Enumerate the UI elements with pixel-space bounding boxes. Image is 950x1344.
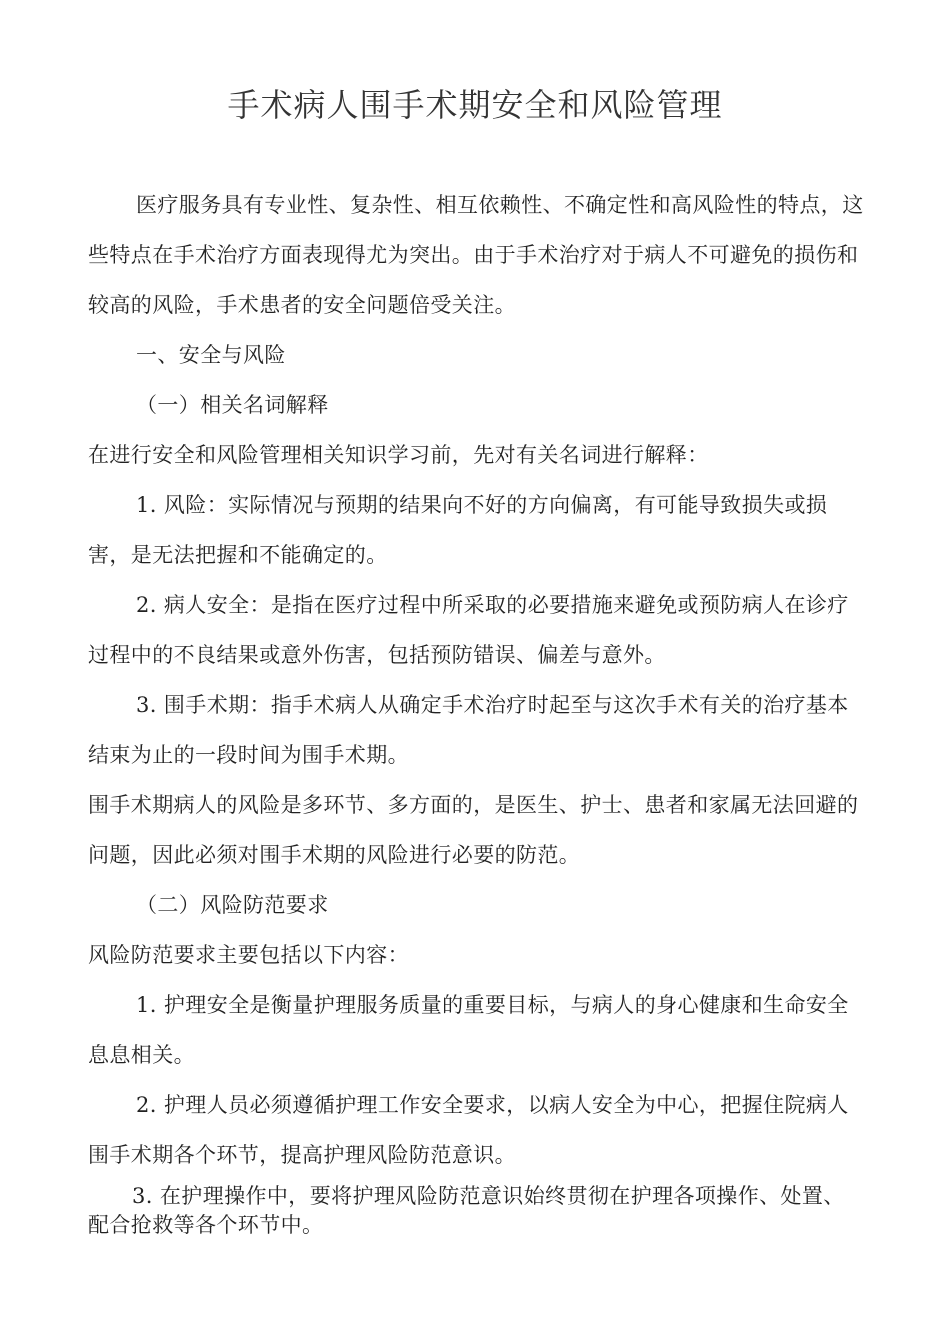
paragraph-perioperative-risk: 围手术期病人的风险是多环节、多方面的，是医生、护士、患者和家属无法回避的问题，因此必须对围手术期的风险进行必要的防范。 <box>88 793 859 867</box>
paragraph-definitions-intro: 在进行安全和风险管理相关知识学习前，先对有关名词进行解释： <box>88 443 709 467</box>
paragraph-requirements-intro: 风险防范要求主要包括以下内容： <box>88 943 409 967</box>
document-title: 手术病人围手术期安全和风险管理 <box>227 86 723 124</box>
section-heading-1: 一、安全与风险 <box>136 343 286 367</box>
paragraph-intro: 医疗服务具有专业性、复杂性、相互依赖性、不确定性和高风险性的特点，这些特点在手术治疗方面表现得尤为突出。由于手术治疗对于病人不可避免的损伤和较高的风险，手术患者的安全问题倍受关注。 <box>88 193 864 317</box>
requirement-item-2: 2. 护理人员必须遵循护理工作安全要求，以病人安全为中心，把握住院病人围手术期各个环节，提高护理风险防范意识。 <box>88 1093 849 1167</box>
subsection-heading-2: （二）风险防范要求 <box>136 893 329 917</box>
definition-item-perioperative: 3. 围手术期：指手术病人从确定手术治疗时起至与这次手术有关的治疗基本结束为止的一段时间为围手术期。 <box>88 693 849 767</box>
subsection-heading-1: （一）相关名词解释 <box>136 393 329 417</box>
definition-item-patient-safety: 2. 病人安全：是指在医疗过程中所采取的必要措施来避免或预防病人在诊疗过程中的不良结果或意外伤害，包括预防错误、偏差与意外。 <box>88 593 849 667</box>
document-body <box>88 180 864 1240</box>
requirement-item-1: 1. 护理安全是衡量护理服务质量的重要目标，与病人的身心健康和生命安全息息相关。 <box>88 993 849 1067</box>
requirement-item-3: 3. 在护理操作中，要将护理风险防范意识始终贯彻在护理各项操作、处置、配合抢救等各个环节中。 <box>88 1184 845 1237</box>
definition-item-risk: 1. 风险：实际情况与预期的结果向不好的方向偏离，有可能导致损失或损害，是无法把握和不能确定的。 <box>88 493 828 567</box>
